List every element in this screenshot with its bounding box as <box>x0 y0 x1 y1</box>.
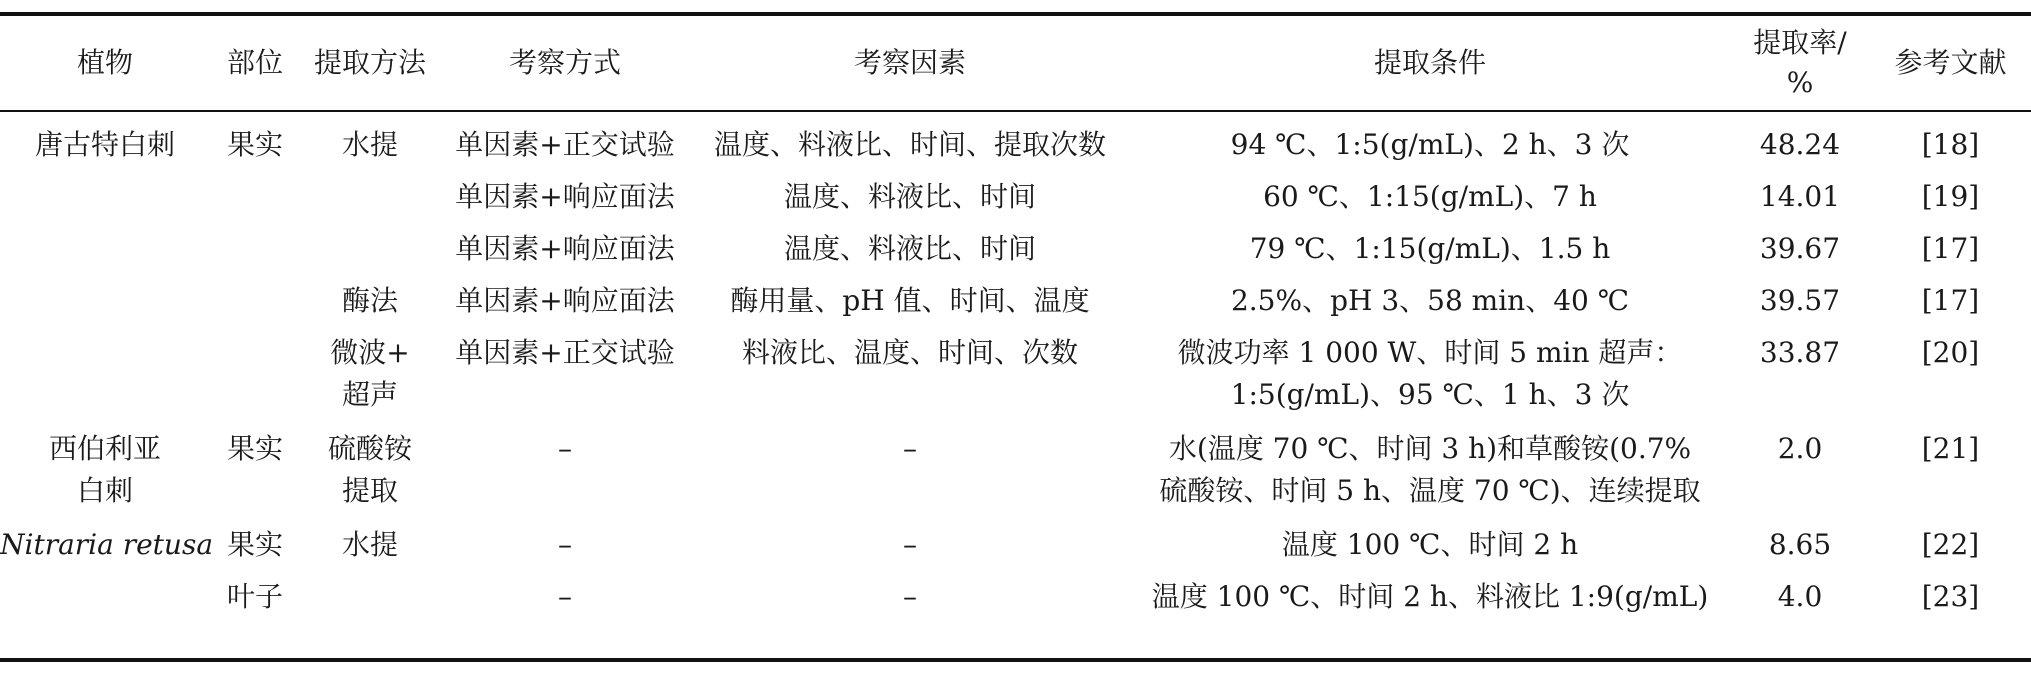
cell-mode: 单因素+响应面法 <box>455 284 675 317</box>
cell-plant <box>0 166 210 218</box>
cell-method <box>300 166 440 218</box>
cell-mode: 单因素+正交试验 <box>455 128 675 161</box>
cell-conditions-line1: 微波功率 1 000 W、时间 5 min 超声： <box>1177 336 1683 369</box>
cell-rate: 4.0 <box>1777 580 1823 613</box>
cell-ref: [17] <box>1921 232 1980 265</box>
cell-rate: 8.65 <box>1768 528 1832 561</box>
cell-ref: [18] <box>1921 128 1980 161</box>
cell-conditions-line2: 1:5(g/mL)、95 ℃、1 h、3 次 <box>1230 378 1630 411</box>
cell-ref: [17] <box>1921 284 1980 317</box>
table-row <box>0 218 2031 270</box>
cell-conditions: 2.5%、pH 3、58 min、40 ℃ <box>1230 284 1630 317</box>
cell-plant: Nitraria retusa <box>0 528 214 561</box>
header-mode: 考察方式 <box>508 46 621 79</box>
cell-mode: – <box>558 528 572 561</box>
cell-factors: – <box>903 528 917 561</box>
cell-conditions: 温度 100 ℃、时间 2 h <box>1281 528 1579 561</box>
cell-plant <box>0 418 210 514</box>
table-row <box>0 514 2031 566</box>
cell-conditions <box>1130 418 1730 514</box>
cell-method: 酶法 <box>341 284 398 317</box>
cell-plant <box>0 566 210 618</box>
cell-conditions: 60 ℃、1:15(g/mL)、7 h <box>1263 180 1597 213</box>
header-plant: 植物 <box>76 46 133 79</box>
cell-mode: – <box>558 432 572 465</box>
cell-ref: [23] <box>1921 580 1980 613</box>
table-row <box>0 270 2031 322</box>
table-row <box>0 110 2031 166</box>
table-row <box>0 566 2031 618</box>
extraction-table <box>0 16 2031 618</box>
cell-method <box>300 566 440 618</box>
cell-plant <box>0 322 210 418</box>
cell-rate: 14.01 <box>1759 180 1841 213</box>
cell-conditions-line1: 水(温度 70 ℃、时间 3 h)和草酸铵(0.7% <box>1168 432 1692 465</box>
cell-part: 叶子 <box>226 580 283 613</box>
cell-method-line1: 硫酸铵 <box>327 432 412 465</box>
cell-method <box>300 218 440 270</box>
cell-method-line1: 微波+ <box>330 336 410 369</box>
cell-method: 水提 <box>341 128 398 161</box>
cell-factors: 温度、料液比、时间 <box>783 232 1036 265</box>
cell-factors: – <box>903 432 917 465</box>
table-row <box>0 322 2031 418</box>
cell-conditions: 温度 100 ℃、时间 2 h、料液比 1:9(g/mL) <box>1151 580 1709 613</box>
header-part: 部位 <box>226 46 283 79</box>
cell-rate: 2.0 <box>1777 432 1823 465</box>
cell-conditions <box>1130 322 1730 418</box>
cell-factors: 料液比、温度、时间、次数 <box>741 336 1078 369</box>
cell-part: 果实 <box>226 432 283 465</box>
cell-rate: 48.24 <box>1759 128 1841 161</box>
cell-method: 水提 <box>341 528 398 561</box>
header-method: 提取方法 <box>313 46 426 79</box>
cell-plant <box>0 218 210 270</box>
cell-mode: 单因素+正交试验 <box>455 336 675 369</box>
cell-factors: – <box>903 580 917 613</box>
cell-rate: 33.87 <box>1759 336 1841 369</box>
cell-mode: – <box>558 580 572 613</box>
cell-part <box>210 322 300 418</box>
cell-plant-line2: 白刺 <box>76 474 133 507</box>
header-rate <box>1730 16 1870 110</box>
cell-ref: [20] <box>1921 336 1980 369</box>
cell-part: 果实 <box>226 128 283 161</box>
cell-method-line2: 超声 <box>341 378 398 411</box>
cell-part <box>210 218 300 270</box>
bottom-rule <box>0 658 2031 662</box>
header-row <box>0 16 2031 110</box>
cell-method <box>300 322 440 418</box>
cell-ref: [21] <box>1921 432 1980 465</box>
cell-conditions-line2: 硫酸铵、时间 5 h、温度 70 ℃)、连续提取 <box>1159 474 1701 507</box>
cell-part <box>210 166 300 218</box>
cell-ref: [22] <box>1921 528 1980 561</box>
cell-mode: 单因素+响应面法 <box>455 232 675 265</box>
cell-factors: 酶用量、pH 值、时间、温度 <box>730 284 1090 317</box>
cell-mode: 单因素+响应面法 <box>455 180 675 213</box>
cell-method <box>300 418 440 514</box>
table-row <box>0 418 2031 514</box>
cell-rate: 39.57 <box>1759 284 1841 317</box>
cell-part: 果实 <box>226 528 283 561</box>
cell-method-line2: 提取 <box>341 474 398 507</box>
header-conditions: 提取条件 <box>1373 46 1486 79</box>
cell-rate: 39.67 <box>1759 232 1841 265</box>
cell-part <box>210 270 300 322</box>
cell-factors: 温度、料液比、时间 <box>783 180 1036 213</box>
cell-ref: [19] <box>1921 180 1980 213</box>
header-factors: 考察因素 <box>853 46 966 79</box>
cell-factors: 温度、料液比、时间、提取次数 <box>713 128 1106 161</box>
header-rate-line1: 提取率/ <box>1753 26 1847 59</box>
cell-conditions: 94 ℃、1:5(g/mL)、2 h、3 次 <box>1230 128 1630 161</box>
cell-plant <box>0 270 210 322</box>
cell-plant: 唐古特白刺 <box>34 128 175 161</box>
cell-conditions: 79 ℃、1:15(g/mL)、1.5 h <box>1249 232 1611 265</box>
header-ref: 参考文献 <box>1894 46 2007 79</box>
header-rate-line2: % <box>1786 66 1814 99</box>
cell-plant-line1: 西伯利亚 <box>48 432 161 465</box>
table-row <box>0 166 2031 218</box>
